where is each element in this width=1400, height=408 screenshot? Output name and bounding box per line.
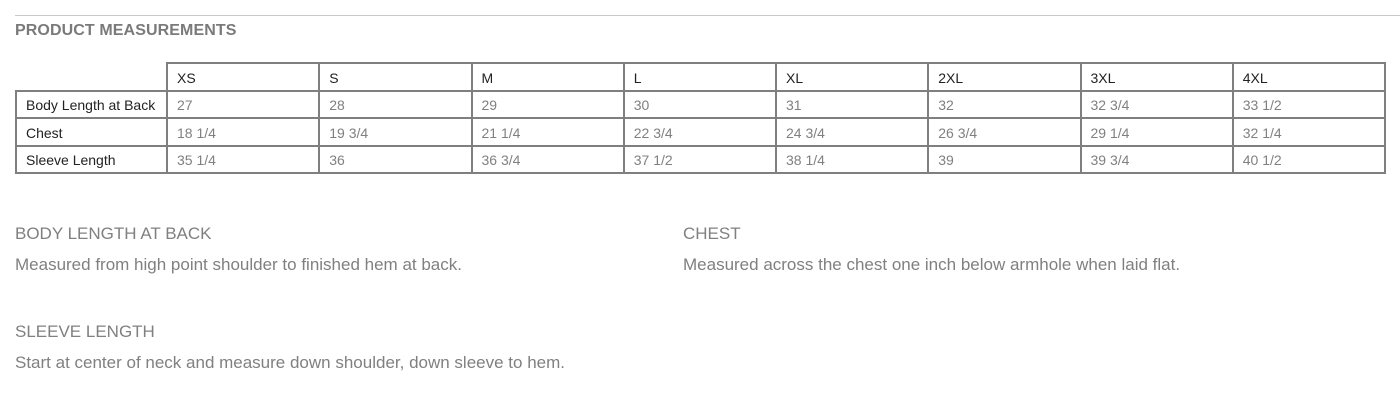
body-length-text: Measured from high point shoulder to finished hem at back. [15, 255, 462, 274]
size-header-xl: XL [776, 63, 928, 91]
table-corner-cell [16, 63, 167, 91]
row-label-chest: Chest [16, 118, 167, 146]
table-cell: 28 [319, 91, 471, 119]
chest-description [683, 224, 1180, 275]
table-cell: 39 [928, 146, 1080, 174]
table-cell: 38 1/4 [776, 146, 928, 174]
chest-heading: CHEST [683, 224, 741, 243]
table-cell: 24 3/4 [776, 118, 928, 146]
table-row [16, 146, 1385, 174]
table-cell: 18 1/4 [167, 118, 319, 146]
size-header-3xl: 3XL [1081, 63, 1233, 91]
table-cell: 31 [776, 91, 928, 119]
table-cell: 29 1/4 [1081, 118, 1233, 146]
table-cell: 40 1/2 [1233, 146, 1385, 174]
table-cell: 32 1/4 [1233, 118, 1385, 146]
size-header-2xl: 2XL [928, 63, 1080, 91]
table-cell: 33 1/2 [1233, 91, 1385, 119]
table-row [16, 118, 1385, 146]
sleeve-length-description [15, 322, 565, 373]
table-cell: 37 1/2 [624, 146, 776, 174]
section-title: PRODUCT MEASUREMENTS [15, 22, 237, 39]
table-cell: 19 3/4 [319, 118, 471, 146]
table-header-row [16, 63, 1385, 91]
top-divider [15, 15, 1400, 16]
table-cell: 35 1/4 [167, 146, 319, 174]
table-row [16, 91, 1385, 119]
row-label-sleeve-length: Sleeve Length [16, 146, 167, 174]
table-cell: 32 [928, 91, 1080, 119]
body-length-heading: BODY LENGTH AT BACK [15, 224, 212, 243]
table-cell: 26 3/4 [928, 118, 1080, 146]
size-chart-table [15, 62, 1386, 174]
size-header-l: L [624, 63, 776, 91]
table-cell: 30 [624, 91, 776, 119]
table-cell: 36 3/4 [472, 146, 624, 174]
table-cell: 22 3/4 [624, 118, 776, 146]
table-cell: 21 1/4 [472, 118, 624, 146]
table-cell: 27 [167, 91, 319, 119]
size-header-xs: XS [167, 63, 319, 91]
row-label-body-length: Body Length at Back [16, 91, 167, 119]
table-cell: 36 [319, 146, 471, 174]
table-cell: 32 3/4 [1081, 91, 1233, 119]
sleeve-length-heading: SLEEVE LENGTH [15, 322, 155, 341]
sleeve-length-text: Start at center of neck and measure down shoulder, down sleeve to hem. [15, 353, 565, 372]
chest-text: Measured across the chest one inch below armhole when laid flat. [683, 255, 1181, 274]
body-length-description [15, 224, 462, 275]
table-cell: 39 3/4 [1081, 146, 1233, 174]
table-cell: 29 [472, 91, 624, 119]
size-header-4xl: 4XL [1233, 63, 1385, 91]
size-header-s: S [319, 63, 471, 91]
size-header-m: M [472, 63, 624, 91]
